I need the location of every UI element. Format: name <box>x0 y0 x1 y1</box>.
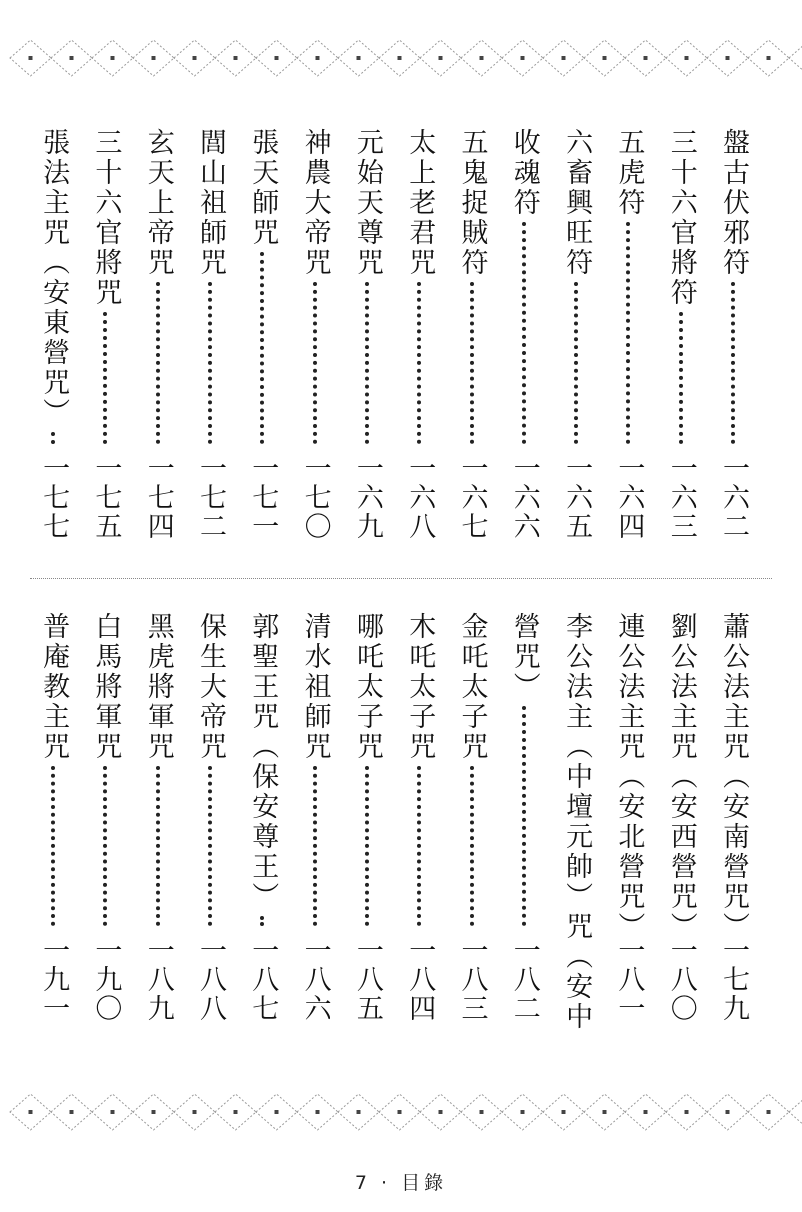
toc-entry <box>553 128 599 568</box>
leader-dots <box>156 282 160 444</box>
toc-entry-page: 一八三 <box>456 936 488 1023</box>
ornament-dot <box>644 1110 648 1114</box>
toc-entry-title: 劉公法主咒（安西營咒） <box>665 612 697 942</box>
toc-entry-title: 五虎符 <box>613 128 645 218</box>
ornament-dot <box>562 56 566 60</box>
toc-entry-page: 一六三 <box>665 454 697 541</box>
toc-entry-title: 張法主咒（安東營咒） <box>38 128 70 428</box>
toc-entry-title: 六畜興旺符 <box>561 128 593 278</box>
ornament-dot <box>29 1110 33 1114</box>
toc-entry-title: 閭山祖師咒 <box>195 128 226 278</box>
toc-entry-title: 黑虎將軍咒 <box>142 612 174 762</box>
ornament-dot <box>152 1110 156 1114</box>
toc-entry-title: 神農大帝咒 <box>299 128 331 278</box>
ornament-dot <box>603 1110 607 1114</box>
toc-entry <box>605 612 651 1042</box>
ornament-dot <box>439 1110 443 1114</box>
page-footer <box>0 1168 802 1195</box>
ornament-dot <box>685 56 689 60</box>
toc-entry <box>344 612 390 1042</box>
leader-dots <box>522 706 526 926</box>
leader-dots <box>103 766 107 926</box>
toc-entry-page: 一九〇 <box>90 936 122 1023</box>
toc-entry-page: 一八〇 <box>665 936 697 1023</box>
toc-entry-title: 保生大帝咒 <box>195 612 226 762</box>
toc-entry-page: 一七五 <box>90 454 122 541</box>
section-name: 目錄 <box>401 1172 448 1194</box>
toc-top-section <box>0 128 802 568</box>
leader-dots <box>679 312 683 444</box>
toc-entry-page: 一七二 <box>195 454 226 541</box>
ornament-dot <box>521 1110 525 1114</box>
leader-dots <box>51 766 55 926</box>
leader-dots <box>260 916 264 926</box>
toc-entry-title: 連公法主咒（安北營咒） <box>613 612 645 942</box>
toc-entry <box>553 612 599 1042</box>
toc-entry-page: 一六九 <box>351 454 383 541</box>
ornament-dot <box>275 56 279 60</box>
toc-entry-title: 三十六官將咒 <box>90 128 122 308</box>
leader-dots <box>522 222 526 444</box>
leader-dots <box>574 282 578 444</box>
toc-entry-title: 李公法主（中壇元帥）咒（安中 <box>561 612 593 1032</box>
ornament-dot <box>111 1110 115 1114</box>
toc-entry-page: 一六五 <box>561 454 593 541</box>
ornament-dot <box>562 1110 566 1114</box>
toc-entry-page: 一七〇 <box>299 454 331 541</box>
toc-entry <box>135 612 181 1042</box>
toc-entry <box>239 128 285 568</box>
ornament-diamond <box>789 40 802 76</box>
ornament-dot <box>767 1110 771 1114</box>
toc-entry <box>396 128 442 568</box>
toc-entry <box>501 612 547 1042</box>
toc-entry <box>658 128 704 568</box>
toc-entry-title: 收魂符 <box>508 128 540 218</box>
leader-dots <box>626 222 630 444</box>
toc-entry <box>292 612 338 1042</box>
ornament-dot <box>234 1110 238 1114</box>
toc-entry-page: 一六六 <box>508 454 540 541</box>
ornament-dot <box>521 56 525 60</box>
toc-entry <box>187 128 233 568</box>
toc-entry-page: 一八二 <box>508 936 540 1023</box>
ornament-dot <box>111 56 115 60</box>
toc-entry-page: 一八六 <box>299 936 331 1023</box>
toc-entry <box>30 128 76 568</box>
leader-dots <box>260 252 264 444</box>
toc-entry-title: 普庵教主咒 <box>38 612 70 762</box>
decorative-border-top <box>0 28 802 88</box>
toc-entry-page: 一六二 <box>718 454 749 541</box>
ornament-dot <box>357 1110 361 1114</box>
leader-dots <box>470 282 474 444</box>
toc-entry-page: 一六七 <box>456 454 488 541</box>
toc-entry <box>82 612 128 1042</box>
toc-entry-title: 清水祖師咒 <box>299 612 331 762</box>
toc-entry-title: 金吒太子咒 <box>456 612 488 762</box>
toc-entry <box>658 612 704 1042</box>
leader-dots <box>365 766 369 926</box>
toc-entry-page: 一八一 <box>613 936 645 1023</box>
toc-entry-title: 玄天上帝咒 <box>142 128 174 278</box>
ornament-dot <box>439 56 443 60</box>
footer-separator: · <box>381 1172 392 1194</box>
ornament-dot <box>316 56 320 60</box>
toc-entry <box>30 612 76 1042</box>
ornament-dot <box>398 56 402 60</box>
toc-entry-page: 一七七 <box>38 454 70 541</box>
ornament-dot <box>480 1110 484 1114</box>
ornament-dot <box>685 1110 689 1114</box>
toc-entry <box>135 128 181 568</box>
toc-entry-title: 郭聖王咒（保安尊王） <box>247 612 279 912</box>
toc-entry-title: 白馬將軍咒 <box>90 612 122 762</box>
toc-entry-page: 一七九 <box>718 936 749 1023</box>
leader-dots <box>156 766 160 926</box>
ornament-dot <box>726 56 730 60</box>
ornament-dot <box>603 56 607 60</box>
toc-entry <box>449 612 495 1042</box>
ornament-dot <box>193 1110 197 1114</box>
section-divider <box>30 578 772 579</box>
toc-entry <box>239 612 285 1042</box>
ornament-dot <box>316 1110 320 1114</box>
toc-entry-page: 一八四 <box>404 936 436 1023</box>
leader-dots <box>417 766 421 926</box>
ornament-diamond <box>789 1094 802 1130</box>
ornament-dot <box>234 56 238 60</box>
ornament-dot <box>193 56 197 60</box>
toc-entry-page: 一九一 <box>38 936 70 1023</box>
toc-entry-page: 一八九 <box>142 936 174 1023</box>
leader-dots <box>208 766 212 926</box>
leader-dots <box>208 282 212 444</box>
page-number: 7 <box>354 1172 371 1194</box>
toc-entry-page: 一六八 <box>404 454 436 541</box>
toc-entry-title: 哪吒太子咒 <box>351 612 383 762</box>
toc-entry-title: 張天師咒 <box>247 128 279 248</box>
toc-entry-page: 一八五 <box>351 936 383 1023</box>
toc-entry <box>187 612 233 1042</box>
ornament-dot <box>767 56 771 60</box>
decorative-border-bottom <box>0 1082 802 1142</box>
toc-entry-title: 太上老君咒 <box>404 128 436 278</box>
toc-entry-title: 五鬼捉賊符 <box>456 128 488 278</box>
leader-dots <box>365 282 369 444</box>
leader-dots <box>417 282 421 444</box>
ornament-dot <box>70 1110 74 1114</box>
ornament-dot <box>644 56 648 60</box>
toc-entry <box>396 612 442 1042</box>
toc-entry-page: 一七一 <box>247 454 279 541</box>
leader-dots <box>731 282 735 444</box>
ornament-dot <box>70 56 74 60</box>
ornament-dot <box>357 56 361 60</box>
toc-entry-title: 營咒） <box>508 612 540 702</box>
ornament-dot <box>398 1110 402 1114</box>
ornament-dot <box>29 56 33 60</box>
ornament-dot <box>275 1110 279 1114</box>
toc-entry-title: 木吒太子咒 <box>404 612 436 762</box>
toc-bottom-section <box>0 612 802 1042</box>
leader-dots <box>470 766 474 926</box>
toc-entry <box>710 128 756 568</box>
toc-entry <box>605 128 651 568</box>
toc-entry <box>449 128 495 568</box>
toc-entry-page: 一八七 <box>247 936 279 1023</box>
toc-entry-title: 元始天尊咒 <box>351 128 383 278</box>
ornament-dot <box>480 56 484 60</box>
toc-entry-title: 蕭公法主咒（安南營咒） <box>718 612 749 942</box>
toc-entry-title: 三十六官將符 <box>665 128 697 308</box>
toc-entry-title: 盤古伏邪符 <box>718 128 749 278</box>
leader-dots <box>103 312 107 444</box>
toc-entry-page: 一七四 <box>142 454 174 541</box>
ornament-dot <box>152 56 156 60</box>
leader-dots <box>313 766 317 926</box>
leader-dots <box>313 282 317 444</box>
toc-entry <box>710 612 756 1042</box>
toc-entry-page: 一六四 <box>613 454 645 541</box>
toc-entry <box>344 128 390 568</box>
toc-entry <box>501 128 547 568</box>
toc-entry-page: 一八八 <box>195 936 226 1023</box>
toc-entry <box>292 128 338 568</box>
ornament-dot <box>726 1110 730 1114</box>
toc-entry <box>82 128 128 568</box>
leader-dots <box>51 432 55 444</box>
